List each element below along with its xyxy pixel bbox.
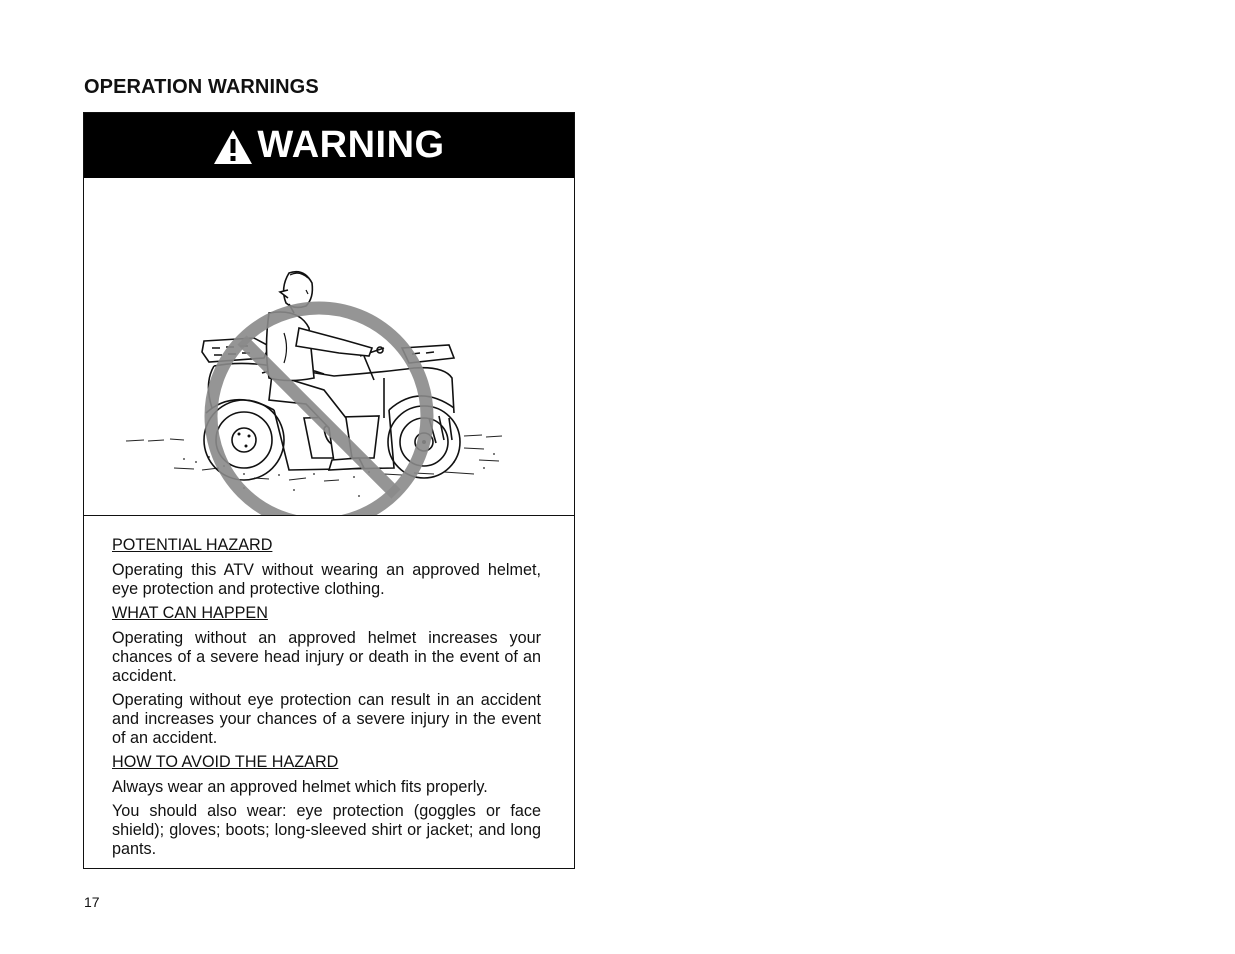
warning-text (84, 516, 574, 859)
potential-hazard-heading: POTENTIAL HAZARD (112, 536, 273, 554)
warning-triangle-icon (213, 129, 253, 165)
how-to-avoid-text-1: Always wear an approved helmet which fits properly. (112, 778, 488, 796)
how-to-avoid-text-2: You should also wear: eye protection (goggles or face shield); gloves; boots; long-sleeved shirt or jacket; and long pants. (112, 802, 541, 858)
page-number: 17 (84, 894, 100, 910)
atv-no-helmet-illustration (84, 178, 574, 516)
what-can-happen-text-2: Operating without eye protection can result in an accident and increases your chances of a severe injury in the event of an accident. (112, 691, 541, 747)
what-can-happen-text-1: Operating without an approved helmet increases your chances of a severe head injury or death in the event of an accident. (112, 629, 541, 685)
what-can-happen-heading: WHAT CAN HAPPEN (112, 604, 268, 622)
atv-rider-drawing (84, 178, 574, 515)
warning-box (83, 112, 575, 869)
potential-hazard-text: Operating this ATV without wearing an approved helmet, eye protection and protective clothing. (112, 561, 541, 598)
section-title: OPERATION WARNINGS (84, 76, 319, 98)
how-to-avoid-heading: HOW TO AVOID THE HAZARD (112, 753, 339, 771)
warning-title: WARNING (257, 124, 445, 166)
warning-header (84, 113, 574, 178)
